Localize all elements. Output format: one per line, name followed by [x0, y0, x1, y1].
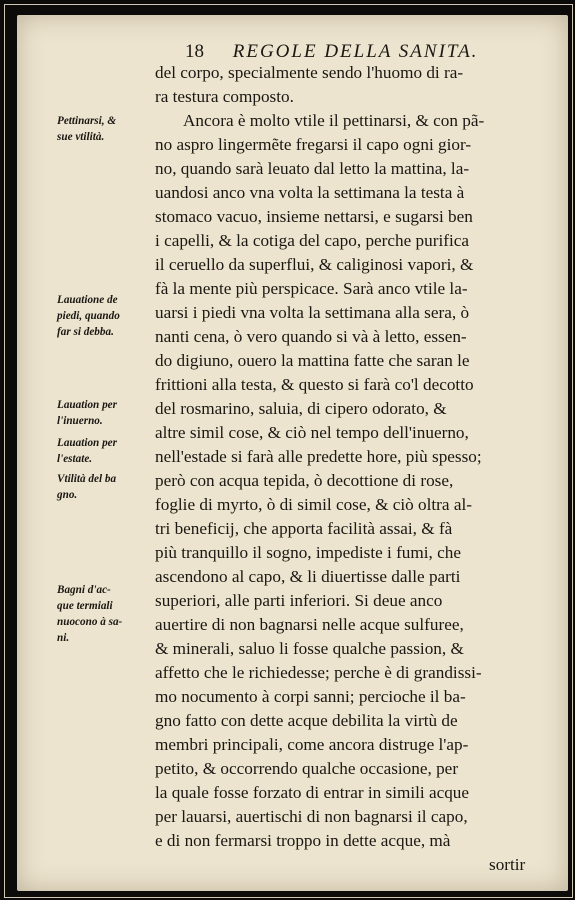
margin-note-bagni-termiali	[57, 582, 157, 646]
body-line: auertire di non bagnarsi nelle acque sulfuree,	[155, 615, 464, 634]
margin-note-lauation-estate	[57, 435, 157, 467]
body-line: foglie di myrto, ò di simil cose, & ciò oltra al-	[155, 495, 472, 514]
margin-note-line: nuocono à sa-	[57, 616, 123, 628]
body-line: altre simil cose, & ciò nel tempo dell'inuerno,	[155, 423, 469, 442]
margin-note-line: sue vtilità.	[57, 131, 105, 143]
body-line: e di non fermarsi troppo in dette acque, mà	[155, 831, 451, 850]
body-line: membri principali, come ancora distruge l'ap-	[155, 735, 469, 754]
body-line: Ancora è molto vtile il pettinarsi, & con pã-	[183, 111, 485, 130]
body-line: no, quando sarà leuato dal letto la mattina, la-	[155, 159, 470, 178]
body-line: stomaco vacuo, insieme nettarsi, e sugarsi ben	[155, 207, 473, 226]
page-number: 18	[185, 41, 204, 62]
margin-note-line: gno.	[57, 489, 78, 501]
book-page	[17, 15, 568, 891]
body-line: frittioni alla testa, & questo si farà co'l decotto	[155, 375, 474, 394]
body-line: fà la mente più perspicace. Sarà anco vtile la-	[155, 279, 468, 298]
margin-note-line: Lauation per	[57, 399, 117, 411]
margin-note-line: Vtilità del ba	[57, 473, 117, 485]
margin-note-line: l'inuerno.	[57, 415, 103, 427]
body-line: petito, & occorrendo qualche occasione, per	[155, 759, 459, 778]
margin-note-vtilita-bagno	[57, 471, 157, 503]
margin-note-line: que termiali	[57, 600, 113, 612]
body-line: mo nocumento à corpi sanni; percioche il ba-	[155, 687, 466, 706]
body-line: uarsi i piedi vna volta la settimana alla sera, ò	[155, 303, 470, 322]
margin-note-line: Lauation per	[57, 437, 117, 449]
body-line: nell'estade si farà alle predette hore, più spesso;	[155, 447, 482, 466]
body-line: & minerali, saluo li fosse qualche passion, &	[155, 639, 464, 658]
margin-note-line: piedi, quando	[57, 310, 120, 322]
body-line: uandosi anco vna volta la settimana la testa à	[155, 183, 465, 202]
body-line: il ceruello da superflui, & caliginosi vapori, &	[155, 255, 474, 274]
margin-note-line: l'estate.	[57, 453, 93, 465]
margin-note-lauation-inuerno	[57, 397, 157, 429]
margin-note-line: Bagni d'ac-	[57, 584, 111, 596]
body-line: do digiuno, ouero la mattina fatte che saran le	[155, 351, 470, 370]
body-line: no aspro lingermẽte fregarsi il capo ogni gior-	[155, 135, 472, 154]
scan-border	[4, 4, 573, 898]
body-line: per lauarsi, auertischi di non bagnarsi il capo,	[155, 807, 468, 826]
body-line: ascendono al capo, & li diuertisse dalle parti	[155, 567, 461, 586]
body-line: del rosmarino, saluia, di cipero odorato, &	[155, 399, 447, 418]
margin-note-pettinarsi	[57, 113, 157, 145]
body-line: affetto che le richiedesse; perche è di grandissi-	[155, 663, 482, 682]
body-line: gno fatto con dette acque debilita la virtù de	[155, 711, 458, 730]
body-line: tri beneficij, che apporta facilità assai, & fà	[155, 519, 453, 538]
margin-note-lauatione-piedi	[57, 292, 157, 340]
body-line: del corpo, specialmente sendo l'huomo di ra-	[155, 63, 464, 82]
body-line: più tranquillo il sogno, impediste i fumi, che	[155, 543, 461, 562]
running-title: REGOLE DELLA SANITA.	[232, 41, 479, 62]
margin-note-line: ni.	[57, 632, 70, 644]
body-line: superiori, alle parti inferiori. Si deue anco	[155, 591, 443, 610]
body-line: la quale fosse forzato di entrar in simili acque	[155, 783, 470, 802]
margin-note-line: Pettinarsi, &	[57, 115, 117, 127]
catchword: sortir	[489, 855, 526, 874]
body-line: ra testura composto.	[155, 87, 294, 106]
body-line: però con acqua tepida, ò decottione di rose,	[155, 471, 454, 490]
margin-note-line: far si debba.	[57, 326, 114, 338]
margin-note-line: Lauatione de	[57, 294, 118, 306]
running-header	[185, 41, 478, 63]
body-line: nanti cena, ò vero quando si và à letto, essen-	[155, 327, 467, 346]
body-line: i capelli, & la cotiga del capo, perche purifica	[155, 231, 469, 250]
